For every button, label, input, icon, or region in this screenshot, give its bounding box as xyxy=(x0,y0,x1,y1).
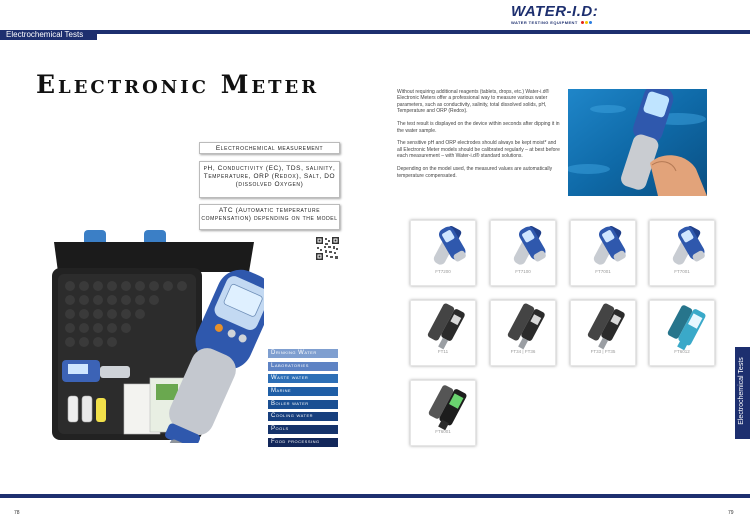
logo-dot-blue xyxy=(589,21,592,24)
footer-rule xyxy=(0,494,750,498)
logo-tagline: WATER TESTING EQUIPMENT xyxy=(511,20,578,25)
product-image xyxy=(491,301,557,367)
product-label: FT11 xyxy=(437,349,449,354)
logo-dot-red xyxy=(581,21,584,24)
product-tile xyxy=(570,220,636,286)
paragraph: The sensitive pH and ORP electrodes should always be kept moist* and all Electronic Meter models should be calibrated regularly – at best before each measurement – with Water-i.d® standard solutions. xyxy=(397,140,560,160)
product-label: FT7001 xyxy=(674,269,690,274)
product-tile xyxy=(410,220,476,286)
product-tile xyxy=(410,380,476,446)
product-image xyxy=(411,221,477,287)
logo-wordmark: WATER-I.D xyxy=(511,3,593,20)
product-label: FT7100 xyxy=(515,269,531,274)
feature-parameters: pH, Conductivity (EC), TDS, salinity, Temperature, ORP (Redox), Salt, DO (dissolved Oxygen) xyxy=(199,161,340,198)
product-image xyxy=(571,221,637,287)
application-item: Cooling water xyxy=(268,412,338,421)
feature-measurement: Electrochemical measurement xyxy=(199,142,340,154)
application-item: Drinking Water xyxy=(268,349,338,358)
paragraph: The test result is displayed on the device within seconds after dipping it in the water sample. xyxy=(397,121,560,134)
page-title: Electronic Meter xyxy=(36,70,320,99)
product-label: FT6012 xyxy=(674,349,690,354)
paragraph: Without requiring additional reagents (tablets, drops, etc.) Water-i.d® Electronic Meters offer a professional way to measure various water parameters, such as conductivity, salinity, total dissolved solids, pH, Temperature and ORP (Redox). xyxy=(397,89,550,115)
product-image xyxy=(571,301,637,367)
logo-dots-icon xyxy=(581,20,593,25)
description-text xyxy=(397,89,562,185)
side-tab-label: Electrochemical Tests xyxy=(738,357,745,425)
product-label: FT34 | FT36 xyxy=(510,349,536,354)
product-tile xyxy=(490,300,556,366)
product-image xyxy=(650,221,716,287)
product-tile xyxy=(490,220,556,286)
application-item: Boiler water xyxy=(268,400,338,409)
logo-dot-yellow xyxy=(585,21,588,24)
application-item: Laboratories xyxy=(268,362,338,371)
product-tile xyxy=(649,220,715,286)
product-image xyxy=(491,221,557,287)
application-item: Pools xyxy=(268,425,338,434)
qr-code-icon xyxy=(315,236,340,261)
brand-logo xyxy=(511,4,631,28)
page-number-right: 79 xyxy=(728,510,734,516)
product-image xyxy=(411,301,477,367)
product-label: FT7001 xyxy=(595,269,611,274)
product-image xyxy=(650,301,716,367)
product-tile xyxy=(649,300,715,366)
side-section-tab xyxy=(735,347,750,439)
paragraph: Depending on the model used, the measured values are automatically temperature compensated. xyxy=(397,166,553,179)
application-item: Waste water xyxy=(268,374,338,383)
page-number-left: 78 xyxy=(14,510,20,516)
applications-list xyxy=(268,349,338,451)
product-tile xyxy=(570,300,636,366)
feature-atc: ATC (Automatic temperature compensation) depending on the model xyxy=(199,204,340,230)
section-tab: Electrochemical Tests xyxy=(0,30,97,40)
application-item: Food processing xyxy=(268,438,338,447)
meter-case-illustration xyxy=(44,228,264,443)
product-label: FT33 | FT35 xyxy=(590,349,616,354)
application-item: Marine xyxy=(268,387,338,396)
product-label: FT6001 xyxy=(435,429,451,434)
meter-in-water-photo xyxy=(568,89,707,196)
header-rule xyxy=(0,30,750,34)
product-label: FT7200 xyxy=(435,269,451,274)
product-tile xyxy=(410,300,476,366)
product-image xyxy=(411,381,477,447)
logo-colon: : xyxy=(592,3,599,20)
